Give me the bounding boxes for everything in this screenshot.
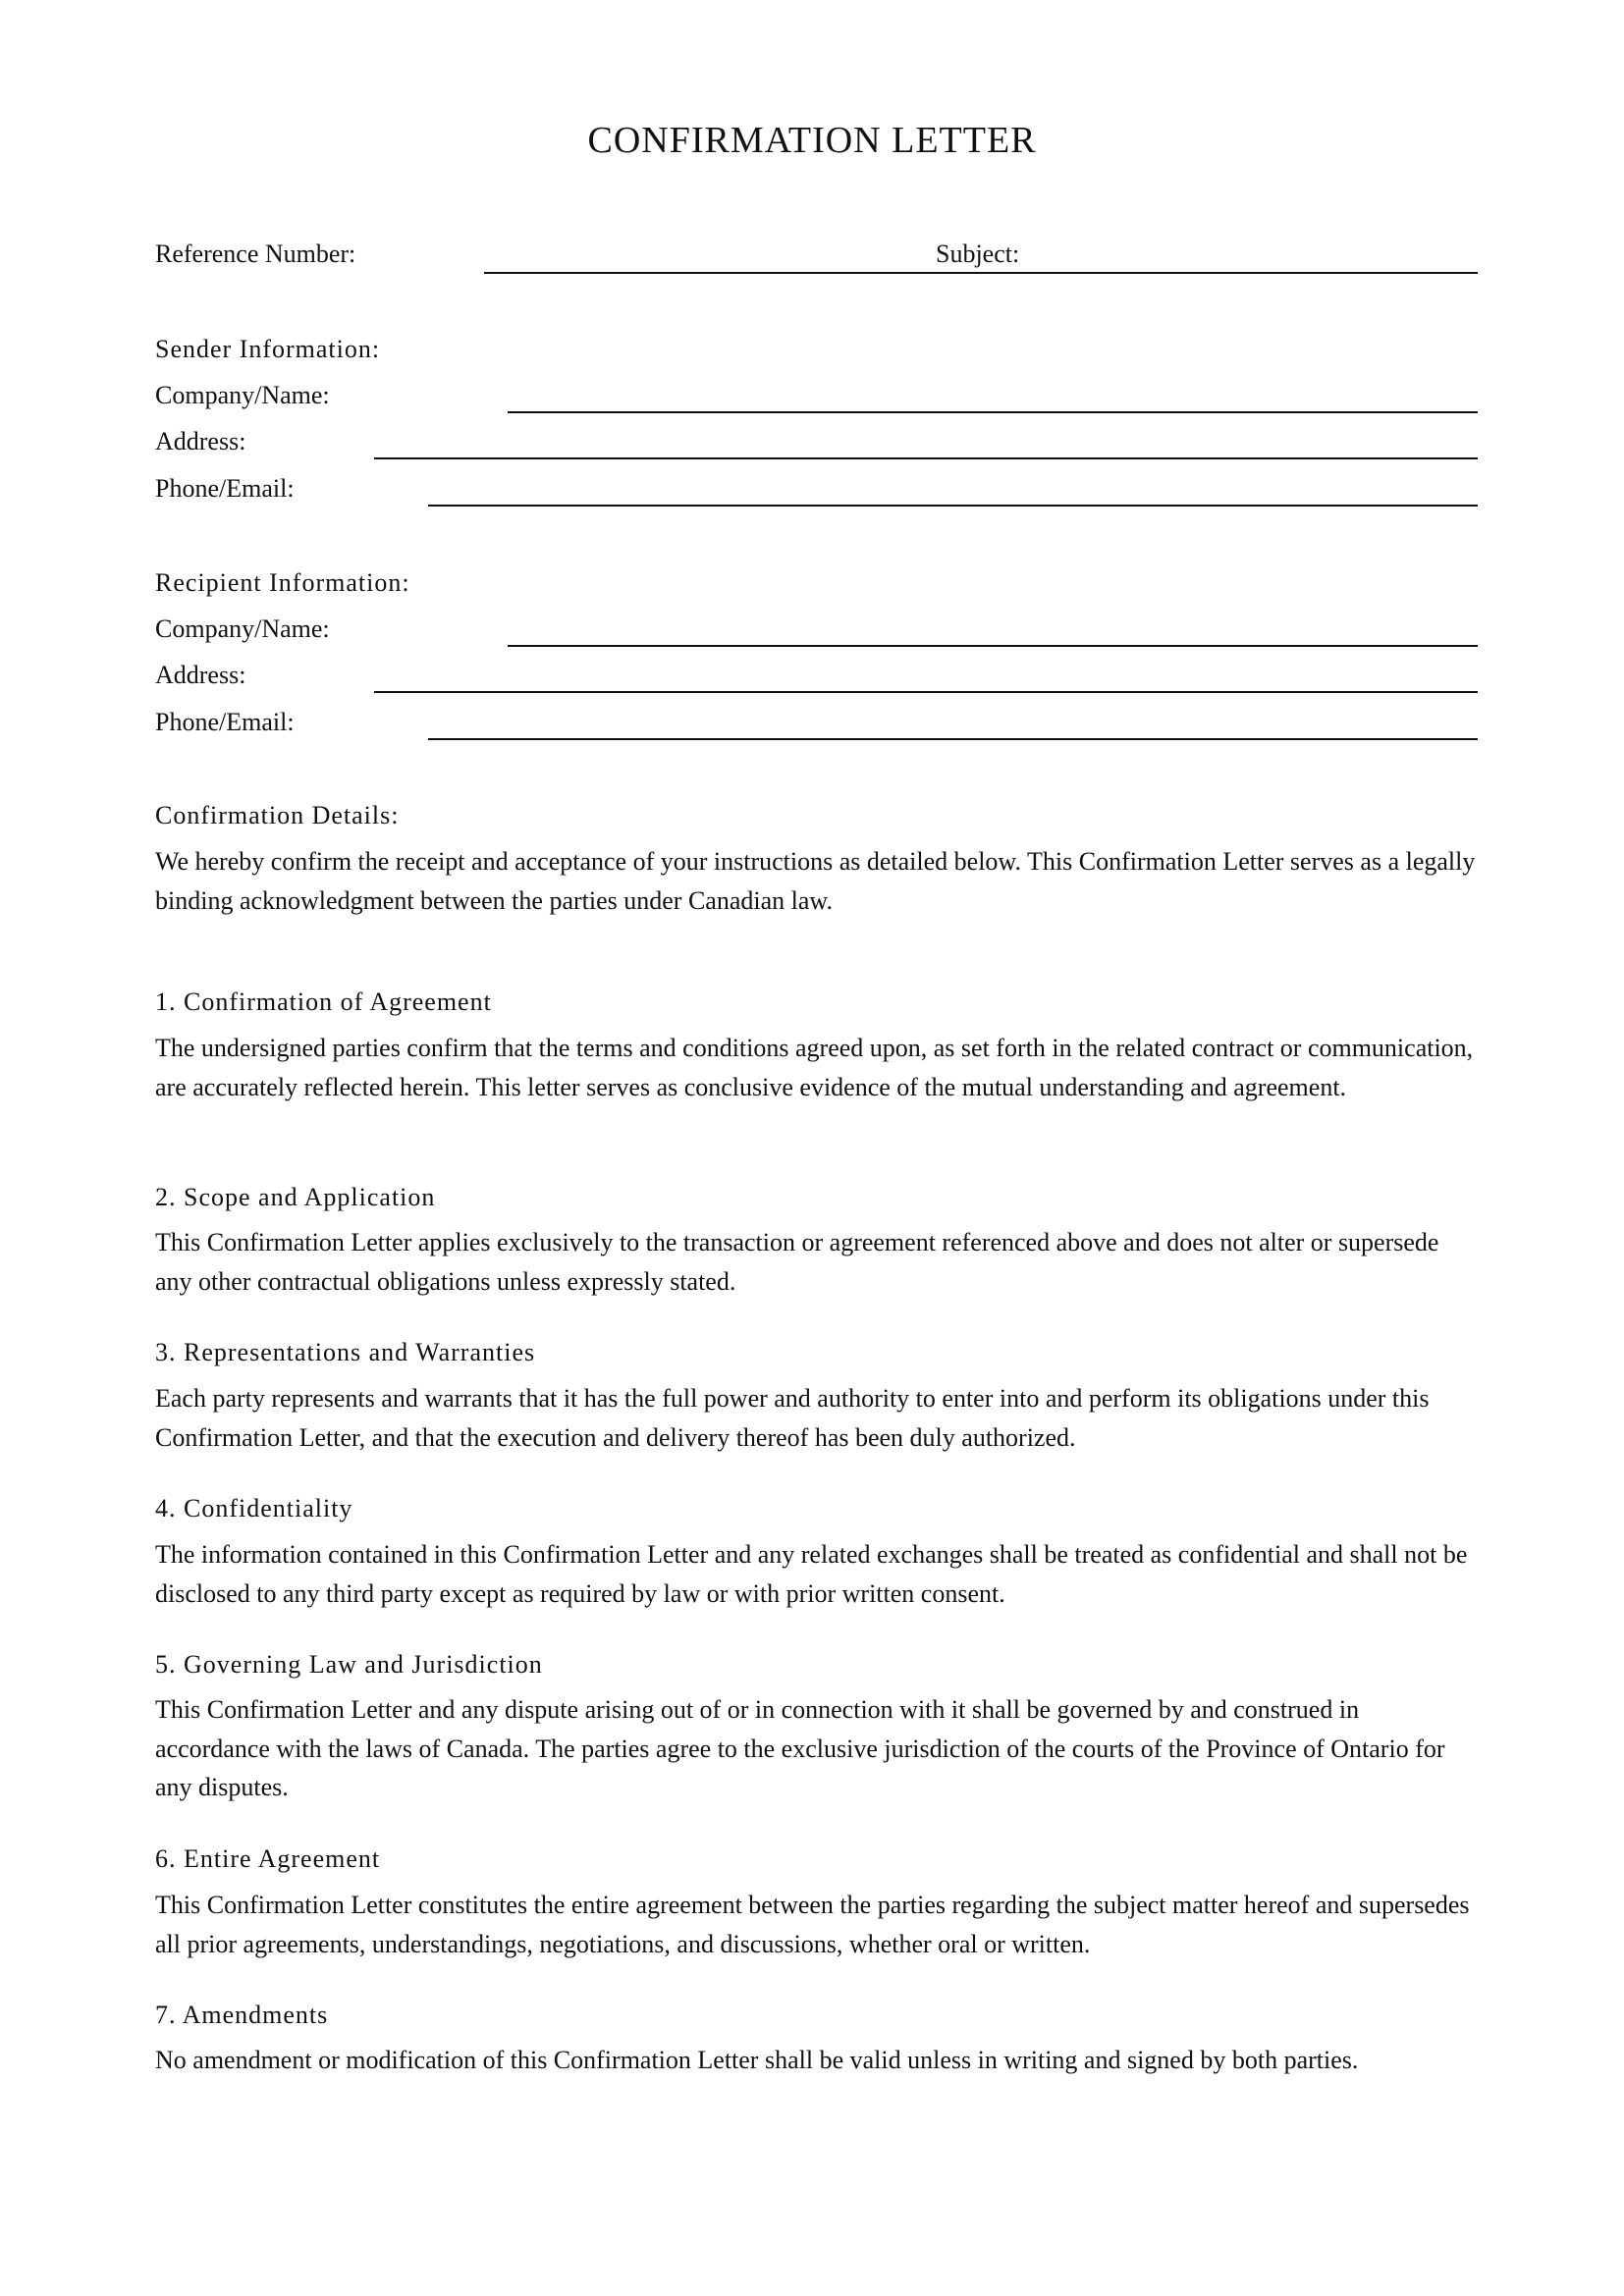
recipient-company-label: Company/Name: bbox=[155, 614, 330, 643]
recipient-address-field-line[interactable] bbox=[374, 691, 1478, 693]
section-text-3: Each party represents and warrants that it has the full power and authority to enter into and perform its obligations under this Confirmation Letter, and that the execution and delivery thereof has been duly authorized. bbox=[155, 1384, 1430, 1452]
section-text-5: This Confirmation Letter and any dispute arising out of or in connection with it shall be governed by and construed in accordance with the laws of Canada. The parties agree to the exclusive jurisdiction of the courts of the Province of Ontario for any disputes. bbox=[155, 1695, 1445, 1801]
section-text-2: This Confirmation Letter applies exclusively to the transaction or agreement referenced above and does not alter or supersede any other contractual obligations unless expressly stated. bbox=[155, 1228, 1439, 1296]
section-heading-1: 1. Confirmation of Agreement bbox=[155, 988, 492, 1016]
section-text-7: No amendment or modification of this Confirmation Letter shall be valid unless in writing and signed by both parties. bbox=[155, 2046, 1359, 2074]
section-heading-5: 5. Governing Law and Jurisdiction bbox=[155, 1650, 543, 1679]
section-text-1: The undersigned parties confirm that the terms and conditions agreed upon, as set forth in the related contract or communication, are accurately reflected herein. This letter serves as conclusive evidence of the mutual understanding and agreement. bbox=[155, 1034, 1474, 1101]
sender-information-heading: Sender Information: bbox=[155, 335, 381, 363]
sender-company-field-line[interactable] bbox=[508, 411, 1478, 413]
section-heading-2: 2. Scope and Application bbox=[155, 1183, 436, 1211]
section-heading-3: 3. Representations and Warranties bbox=[155, 1338, 536, 1366]
recipient-address-label: Address: bbox=[155, 661, 246, 689]
confirmation-details-text: We hereby confirm the receipt and acceptance of your instructions as detailed below. This Confirmation Letter serves as a legally binding acknowledgment between the parties under Canadian law. bbox=[155, 847, 1476, 915]
sender-address-label: Address: bbox=[155, 427, 246, 455]
section-text-6: This Confirmation Letter constitutes the entire agreement between the parties regarding the subject matter hereof and supersedes all prior agreements, understandings, negotiations, and discussions, whether oral or written. bbox=[155, 1891, 1470, 1958]
subject-label: Subject: bbox=[936, 240, 1020, 268]
sender-address-field-line[interactable] bbox=[374, 457, 1478, 459]
reference-number-label: Reference Number: bbox=[155, 240, 356, 268]
reference-subject-field-line[interactable] bbox=[484, 272, 1478, 274]
recipient-company-field-line[interactable] bbox=[508, 645, 1478, 647]
recipient-information-heading: Recipient Information: bbox=[155, 568, 410, 597]
section-heading-4: 4. Confidentiality bbox=[155, 1494, 353, 1522]
confirmation-details-heading: Confirmation Details: bbox=[155, 801, 400, 829]
recipient-phone-email-label: Phone/Email: bbox=[155, 708, 295, 736]
recipient-phone-email-field-line[interactable] bbox=[428, 738, 1478, 740]
section-text-4: The information contained in this Confirmation Letter and any related exchanges shall be treated as confidential and shall not be disclosed to any third party except as required by law or with prior written consent. bbox=[155, 1540, 1468, 1608]
sender-phone-email-label: Phone/Email: bbox=[155, 474, 295, 503]
section-heading-6: 6. Entire Agreement bbox=[155, 1844, 381, 1873]
section-heading-7: 7. Amendments bbox=[155, 2001, 329, 2029]
sender-company-label: Company/Name: bbox=[155, 381, 330, 409]
document-title: CONFIRMATION LETTER bbox=[587, 120, 1037, 161]
sender-phone-email-field-line[interactable] bbox=[428, 505, 1478, 507]
